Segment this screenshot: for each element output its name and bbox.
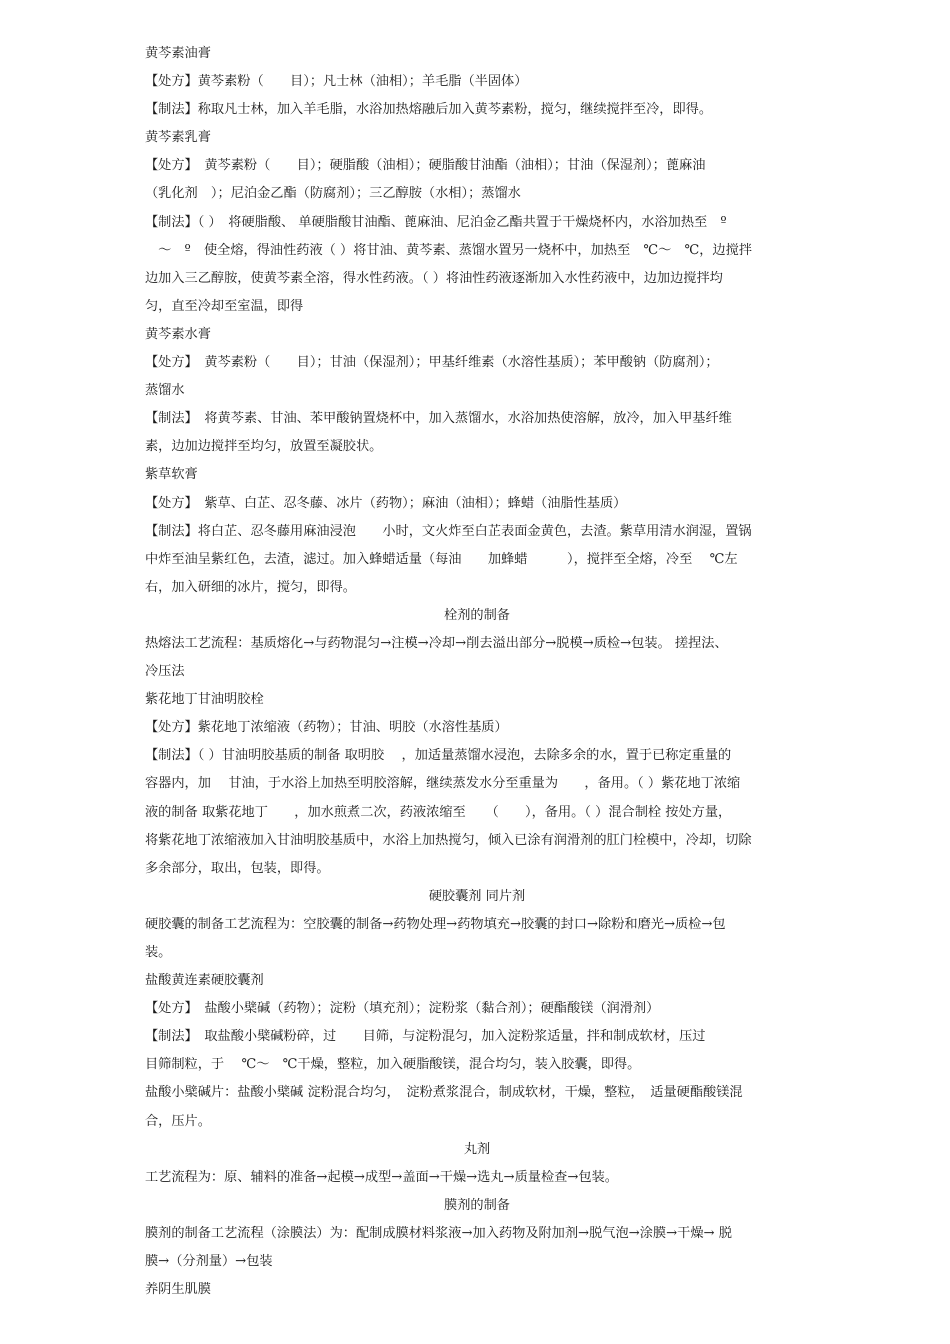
text-line: 【处方】 紫草、白芷、忍冬藤、冰片（药物）；麻油（油相）；蜂蜡（油脂性基质）	[145, 495, 627, 511]
section-heading: 黄芩素水膏	[145, 326, 211, 342]
text-line: 【处方】紫花地丁浓缩液（药物）；甘油、明胶（水溶性基质）	[145, 720, 508, 736]
text-line: 硬胶囊的制备工艺流程为：空胶囊的制备→药物处理→药物填充→胶囊的封口→除粉和磨光→质检→包	[145, 916, 726, 932]
text-line: 素，边加边搅拌至均匀，放置至凝胶状。	[145, 439, 383, 455]
document-body	[145, 40, 809, 1304]
text-line: 【制法】（ ）甘油明胶基质的制备 取明胶 ，加适量蒸馏水浸泡，去除多余的水，置于已称定重量的	[145, 748, 732, 764]
text-line: 将紫花地丁浓缩液加入甘油明胶基质中，水浴上加热搅匀，倾入已涂有润滑剂的肛门栓模中，冷却，切除	[145, 832, 752, 848]
text-line: 盐酸小檗碱片：盐酸小檗碱 淀粉混合均匀， 淀粉煮浆混合，制成软材，干燥，整粒， 适量硬酯酸镁混	[145, 1085, 743, 1101]
text-line: 膜剂的制备工艺流程（涂膜法）为：配制成膜材料浆液→加入药物及附加剂→脱气泡→涂膜→干燥→ 脱	[145, 1225, 732, 1241]
section-heading: 膜→（分剂量）→包装	[145, 1254, 273, 1270]
section-heading: 蒸馏水	[145, 383, 185, 399]
text-line: 多余部分，取出，包装，即得。	[145, 860, 330, 876]
text-line: 右，加入研细的冰片，搅匀，即得。	[145, 579, 356, 595]
section-heading: 黄芩素乳膏	[145, 130, 211, 146]
text-line: 【制法】 将黄芩素、甘油、苯甲酸钠置烧杯中，加入蒸馏水，水浴加热使溶解，放冷，加入甲基纤维	[145, 411, 732, 427]
text-line: 【处方】黄芩素粉（ 目）；凡士林（油相）；羊毛脂（半固体）	[145, 74, 528, 90]
section-heading: 栓剂的制备	[444, 607, 510, 623]
section-heading: 膜剂的制备	[444, 1197, 510, 1213]
text-line: 工艺流程为：原、辅料的准备→起模→成型→盖面→干燥→选丸→质量检查→包装。	[145, 1169, 618, 1185]
section-heading: 冷压法	[145, 664, 185, 680]
section-heading: 紫草软膏	[145, 467, 198, 483]
text-line: 【处方】 黄芩素粉（ 目）；甘油（保湿剂）；甲基纤维素（水溶性基质）；苯甲酸钠（防腐剂）；	[145, 355, 719, 371]
section-heading: 养阴生肌膜	[145, 1282, 211, 1298]
text-line: 装。	[145, 945, 172, 960]
text-line: 液的制备 取紫花地丁 ，加水煎煮二次，药液浓缩至 （ ），备用。（ ）混合制栓 按处方量，	[145, 804, 732, 820]
text-line: 【制法】将白芷、忍冬藤用麻油浸泡 小时，文火炸至白芷表面金黄色，去渣。紫草用清水润湿，置锅	[145, 523, 752, 539]
text-line: 合，压片。	[145, 1113, 211, 1129]
text-line: 【处方】 黄芩素粉（ 目）；硬脂酸（油相）；硬脂酸甘油酯（油相）；甘油（保湿剂）；蓖麻油	[145, 158, 706, 174]
section-heading: 盐酸黄连素硬胶囊剂	[145, 973, 264, 989]
text-line: 匀，直至冷却至室温，即得	[145, 298, 304, 314]
text-line: 容器内，加 甘油，于水浴上加热至明胶溶解，继续蒸发水分至重量为 ，备用。（ ）紫花地丁浓缩	[145, 776, 741, 792]
text-line: 目筛制粒，于 ℃～ ℃干燥，整粒，加入硬脂酸镁，混合均匀，装入胶囊，即得。	[145, 1057, 641, 1073]
text-line: 热熔法工艺流程：基质熔化→与药物混匀→注模→冷却→削去溢出部分→脱模→质检→包装。 搓捏法、	[145, 635, 728, 651]
text-line: 中炸至油呈紫红色，去渣，滤过。加入蜂蜡适量（每油 加蜂蜡 ），搅拌至全熔，冷至 ℃左	[145, 551, 738, 567]
section-heading: 黄芩素油膏	[145, 46, 211, 61]
text-line: 【制法】 取盐酸小檗碱粉碎，过 目筛，与淀粉混匀，加入淀粉浆适量，拌和制成软材，压过	[145, 1029, 706, 1045]
section-heading: 丸剂	[463, 1141, 491, 1157]
text-line: 【处方】 盐酸小檗碱（药物）；淀粉（填充剂）；淀粉浆（黏合剂）；硬酯酸镁（润滑剂）	[145, 1001, 660, 1017]
text-line: 边加入三乙醇胺，使黄芩素全溶，得水性药液。（ ）将油性药液逐渐加入水性药液中，边加边搅拌均	[145, 270, 723, 286]
text-line: 【制法】（ ） 将硬脂酸、 单硬脂酸甘油酯、蓖麻油、尼泊金乙酯共置于干燥烧杯内，水浴加热至 º	[145, 214, 727, 230]
text-line: 【制法】称取凡士林，加入羊毛脂，水浴加热熔融后加入黄芩素粉，搅匀，继续搅拌至冷，即得。	[145, 102, 713, 118]
text-line: ～ º 使全熔，得油性药液（ ）将甘油、黄芩素、蒸馏水置另一烧杯中，加热至 ℃～ ℃，边搅拌	[145, 242, 752, 258]
text-line: （乳化剂 ）；尼泊金乙酯（防腐剂）；三乙醇胺（水相）；蒸馏水	[145, 186, 521, 202]
section-heading: 硬胶囊剂 同片剂	[428, 888, 526, 904]
section-heading: 紫花地丁甘油明胶栓	[145, 692, 264, 708]
